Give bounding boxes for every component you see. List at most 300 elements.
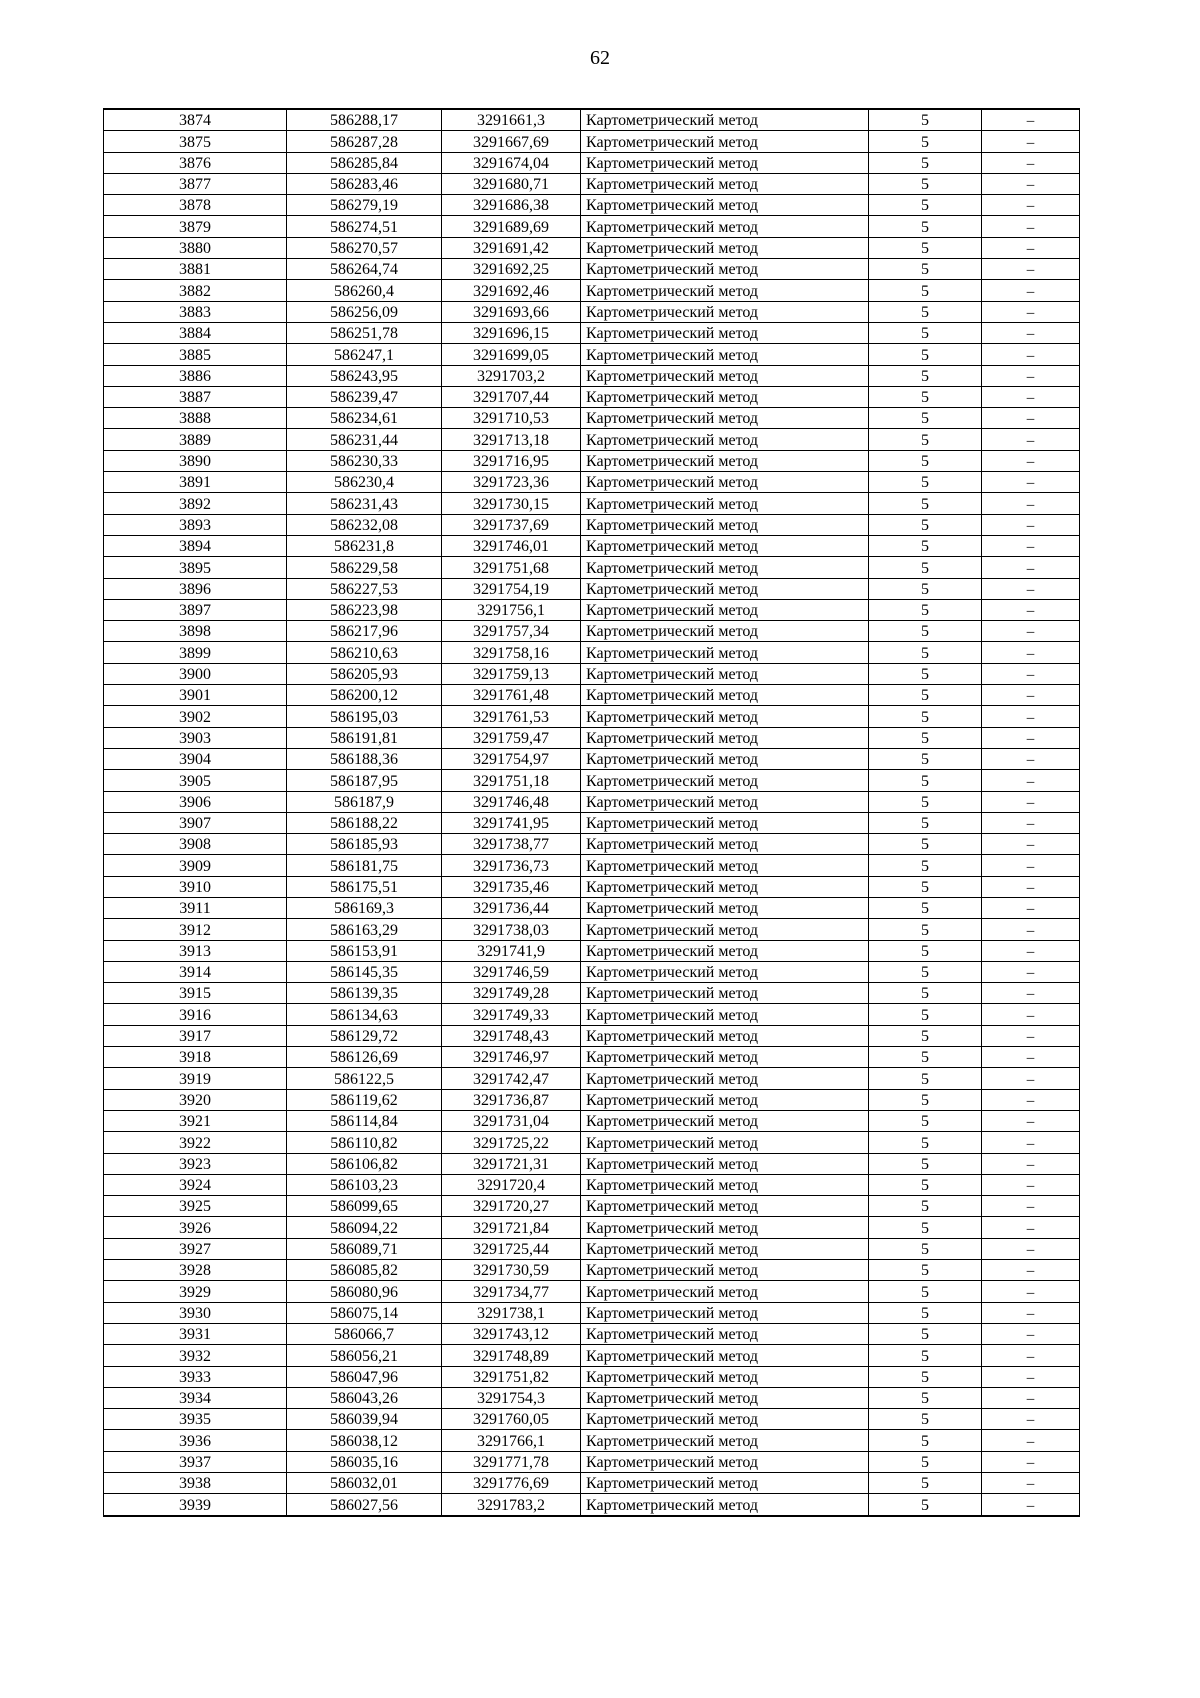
method-cell: Картометрический метод [581,131,869,152]
accuracy-cell: 5 [869,1047,982,1068]
accuracy-cell: 5 [869,1132,982,1153]
table-row [104,791,1080,812]
method-cell: Картометрический метод [581,429,869,450]
description-cell: – [982,578,1080,599]
x-coordinate-cell: 586032,01 [287,1473,442,1494]
method-cell: Картометрический метод [581,301,869,322]
method-cell: Картометрический метод [581,280,869,301]
y-coordinate-cell: 3291730,15 [442,493,581,514]
table-row [104,621,1080,642]
y-coordinate-cell: 3291766,1 [442,1430,581,1451]
table-row [104,919,1080,940]
x-coordinate-cell: 586114,84 [287,1110,442,1131]
accuracy-cell: 5 [869,791,982,812]
x-coordinate-cell: 586274,51 [287,216,442,237]
point-number-cell: 3888 [104,408,287,429]
y-coordinate-cell: 3291754,3 [442,1387,581,1408]
point-number-cell: 3934 [104,1387,287,1408]
x-coordinate-cell: 586169,3 [287,897,442,918]
accuracy-cell: 5 [869,1473,982,1494]
method-cell: Картометрический метод [581,1089,869,1110]
table-row [104,557,1080,578]
method-cell: Картометрический метод [581,195,869,216]
x-coordinate-cell: 586195,03 [287,706,442,727]
point-number-cell: 3920 [104,1089,287,1110]
point-number-cell: 3898 [104,621,287,642]
description-cell: – [982,237,1080,258]
table-row [104,195,1080,216]
x-coordinate-cell: 586188,36 [287,748,442,769]
method-cell: Картометрический метод [581,685,869,706]
point-number-cell: 3906 [104,791,287,812]
method-cell: Картометрический метод [581,1345,869,1366]
accuracy-cell: 5 [869,919,982,940]
x-coordinate-cell: 586231,43 [287,493,442,514]
table-row [104,876,1080,897]
point-number-cell: 3887 [104,386,287,407]
description-cell: – [982,791,1080,812]
table-row [104,1366,1080,1387]
accuracy-cell: 5 [869,663,982,684]
x-coordinate-cell: 586239,47 [287,386,442,407]
accuracy-cell: 5 [869,1345,982,1366]
description-cell: – [982,1409,1080,1430]
point-number-cell: 3902 [104,706,287,727]
x-coordinate-cell: 586205,93 [287,663,442,684]
description-cell: – [982,535,1080,556]
point-number-cell: 3933 [104,1366,287,1387]
y-coordinate-cell: 3291736,87 [442,1089,581,1110]
point-number-cell: 3924 [104,1174,287,1195]
x-coordinate-cell: 586217,96 [287,621,442,642]
y-coordinate-cell: 3291720,4 [442,1174,581,1195]
y-coordinate-cell: 3291710,53 [442,408,581,429]
method-cell: Картометрический метод [581,386,869,407]
x-coordinate-cell: 586181,75 [287,855,442,876]
accuracy-cell: 5 [869,748,982,769]
point-number-cell: 3883 [104,301,287,322]
method-cell: Картометрический метод [581,727,869,748]
description-cell: – [982,514,1080,535]
accuracy-cell: 5 [869,1430,982,1451]
method-cell: Картометрический метод [581,1409,869,1430]
method-cell: Картометрический метод [581,344,869,365]
accuracy-cell: 5 [869,472,982,493]
y-coordinate-cell: 3291731,04 [442,1110,581,1131]
accuracy-cell: 5 [869,408,982,429]
accuracy-cell: 5 [869,450,982,471]
method-cell: Картометрический метод [581,365,869,386]
description-cell: – [982,344,1080,365]
description-cell: – [982,386,1080,407]
x-coordinate-cell: 586230,4 [287,472,442,493]
point-number-cell: 3878 [104,195,287,216]
accuracy-cell: 5 [869,983,982,1004]
description-cell: – [982,450,1080,471]
point-number-cell: 3874 [104,109,287,131]
x-coordinate-cell: 586243,95 [287,365,442,386]
x-coordinate-cell: 586187,95 [287,770,442,791]
table-row [104,535,1080,556]
page-number: 62 [590,47,610,69]
table-row [104,1387,1080,1408]
y-coordinate-cell: 3291723,36 [442,472,581,493]
accuracy-cell: 5 [869,173,982,194]
y-coordinate-cell: 3291736,73 [442,855,581,876]
description-cell: – [982,983,1080,1004]
y-coordinate-cell: 3291689,69 [442,216,581,237]
accuracy-cell: 5 [869,1323,982,1344]
table-row [104,131,1080,152]
accuracy-cell: 5 [869,301,982,322]
accuracy-cell: 5 [869,1004,982,1025]
accuracy-cell: 5 [869,1387,982,1408]
accuracy-cell: 5 [869,1089,982,1110]
accuracy-cell: 5 [869,1302,982,1323]
x-coordinate-cell: 586283,46 [287,173,442,194]
x-coordinate-cell: 586106,82 [287,1153,442,1174]
x-coordinate-cell: 586187,9 [287,791,442,812]
point-number-cell: 3907 [104,812,287,833]
description-cell: – [982,472,1080,493]
x-coordinate-cell: 586230,33 [287,450,442,471]
method-cell: Картометрический метод [581,1153,869,1174]
point-number-cell: 3917 [104,1025,287,1046]
method-cell: Картометрический метод [581,791,869,812]
table-row [104,1281,1080,1302]
description-cell: – [982,706,1080,727]
y-coordinate-cell: 3291713,18 [442,429,581,450]
x-coordinate-cell: 586270,57 [287,237,442,258]
x-coordinate-cell: 586175,51 [287,876,442,897]
method-cell: Картометрический метод [581,173,869,194]
table-row [104,961,1080,982]
y-coordinate-cell: 3291692,25 [442,259,581,280]
accuracy-cell: 5 [869,812,982,833]
description-cell: – [982,1238,1080,1259]
point-number-cell: 3880 [104,237,287,258]
method-cell: Картометрический метод [581,1110,869,1131]
x-coordinate-cell: 586231,8 [287,535,442,556]
method-cell: Картометрический метод [581,408,869,429]
y-coordinate-cell: 3291693,66 [442,301,581,322]
point-number-cell: 3930 [104,1302,287,1323]
accuracy-cell: 5 [869,876,982,897]
accuracy-cell: 5 [869,855,982,876]
accuracy-cell: 5 [869,1260,982,1281]
y-coordinate-cell: 3291734,77 [442,1281,581,1302]
point-number-cell: 3896 [104,578,287,599]
method-cell: Картометрический метод [581,1430,869,1451]
point-number-cell: 3931 [104,1323,287,1344]
table-row [104,344,1080,365]
method-cell: Картометрический метод [581,812,869,833]
y-coordinate-cell: 3291674,04 [442,152,581,173]
point-number-cell: 3875 [104,131,287,152]
description-cell: – [982,685,1080,706]
y-coordinate-cell: 3291748,43 [442,1025,581,1046]
y-coordinate-cell: 3291760,05 [442,1409,581,1430]
y-coordinate-cell: 3291730,59 [442,1260,581,1281]
method-cell: Картометрический метод [581,940,869,961]
y-coordinate-cell: 3291756,1 [442,599,581,620]
method-cell: Картометрический метод [581,706,869,727]
accuracy-cell: 5 [869,386,982,407]
coordinates-table [103,108,1080,1517]
accuracy-cell: 5 [869,1217,982,1238]
description-cell: – [982,663,1080,684]
method-cell: Картометрический метод [581,1494,869,1516]
table-row [104,237,1080,258]
table-row [104,1430,1080,1451]
point-number-cell: 3904 [104,748,287,769]
method-cell: Картометрический метод [581,748,869,769]
x-coordinate-cell: 586075,14 [287,1302,442,1323]
accuracy-cell: 5 [869,514,982,535]
x-coordinate-cell: 586247,1 [287,344,442,365]
point-number-cell: 3901 [104,685,287,706]
description-cell: – [982,1451,1080,1472]
table-row [104,1004,1080,1025]
table-row [104,727,1080,748]
x-coordinate-cell: 586279,19 [287,195,442,216]
description-cell: – [982,748,1080,769]
accuracy-cell: 5 [869,1153,982,1174]
description-cell: – [982,919,1080,940]
x-coordinate-cell: 586145,35 [287,961,442,982]
point-number-cell: 3905 [104,770,287,791]
x-coordinate-cell: 586119,62 [287,1089,442,1110]
y-coordinate-cell: 3291749,28 [442,983,581,1004]
point-number-cell: 3919 [104,1068,287,1089]
y-coordinate-cell: 3291742,47 [442,1068,581,1089]
table-row [104,663,1080,684]
description-cell: – [982,152,1080,173]
accuracy-cell: 5 [869,1174,982,1195]
method-cell: Картометрический метод [581,1366,869,1387]
accuracy-cell: 5 [869,727,982,748]
method-cell: Картометрический метод [581,1196,869,1217]
accuracy-cell: 5 [869,642,982,663]
table-row [104,1110,1080,1131]
method-cell: Картометрический метод [581,1451,869,1472]
table-row [104,1409,1080,1430]
y-coordinate-cell: 3291759,13 [442,663,581,684]
accuracy-cell: 5 [869,1409,982,1430]
accuracy-cell: 5 [869,259,982,280]
table-row [104,940,1080,961]
y-coordinate-cell: 3291720,27 [442,1196,581,1217]
table-row [104,1196,1080,1217]
method-cell: Картометрический метод [581,1068,869,1089]
table-row [104,1473,1080,1494]
description-cell: – [982,1260,1080,1281]
accuracy-cell: 5 [869,599,982,620]
table-row [104,1345,1080,1366]
method-cell: Картометрический метод [581,535,869,556]
method-cell: Картометрический метод [581,1174,869,1195]
table-row [104,386,1080,407]
x-coordinate-cell: 586129,72 [287,1025,442,1046]
accuracy-cell: 5 [869,1494,982,1516]
accuracy-cell: 5 [869,1110,982,1131]
description-cell: – [982,1345,1080,1366]
point-number-cell: 3939 [104,1494,287,1516]
description-cell: – [982,1302,1080,1323]
point-number-cell: 3914 [104,961,287,982]
description-cell: – [982,1068,1080,1089]
point-number-cell: 3915 [104,983,287,1004]
table-row [104,493,1080,514]
y-coordinate-cell: 3291721,31 [442,1153,581,1174]
x-coordinate-cell: 586188,22 [287,812,442,833]
y-coordinate-cell: 3291680,71 [442,173,581,194]
point-number-cell: 3893 [104,514,287,535]
table-row [104,1217,1080,1238]
method-cell: Картометрический метод [581,237,869,258]
point-number-cell: 3921 [104,1110,287,1131]
y-coordinate-cell: 3291716,95 [442,450,581,471]
description-cell: – [982,1494,1080,1516]
accuracy-cell: 5 [869,535,982,556]
method-cell: Картометрический метод [581,663,869,684]
accuracy-cell: 5 [869,940,982,961]
accuracy-cell: 5 [869,1068,982,1089]
table-row [104,301,1080,322]
x-coordinate-cell: 586223,98 [287,599,442,620]
point-number-cell: 3923 [104,1153,287,1174]
x-coordinate-cell: 586200,12 [287,685,442,706]
y-coordinate-cell: 3291725,22 [442,1132,581,1153]
table-row [104,1323,1080,1344]
description-cell: – [982,301,1080,322]
accuracy-cell: 5 [869,770,982,791]
method-cell: Картометрический метод [581,919,869,940]
description-cell: – [982,834,1080,855]
method-cell: Картометрический метод [581,1217,869,1238]
point-number-cell: 3897 [104,599,287,620]
method-cell: Картометрический метод [581,855,869,876]
point-number-cell: 3884 [104,322,287,343]
y-coordinate-cell: 3291736,44 [442,897,581,918]
table-row [104,983,1080,1004]
table-row [104,706,1080,727]
description-cell: – [982,322,1080,343]
accuracy-cell: 5 [869,834,982,855]
method-cell: Картометрический метод [581,493,869,514]
table-row [104,173,1080,194]
description-cell: – [982,1217,1080,1238]
table-row [104,1068,1080,1089]
description-cell: – [982,1387,1080,1408]
table-body [104,109,1080,1516]
table-row [104,834,1080,855]
y-coordinate-cell: 3291686,38 [442,195,581,216]
accuracy-cell: 5 [869,237,982,258]
point-number-cell: 3909 [104,855,287,876]
x-coordinate-cell: 586227,53 [287,578,442,599]
description-cell: – [982,1196,1080,1217]
method-cell: Картометрический метод [581,152,869,173]
method-cell: Картометрический метод [581,472,869,493]
table-row [104,1238,1080,1259]
x-coordinate-cell: 586285,84 [287,152,442,173]
x-coordinate-cell: 586039,94 [287,1409,442,1430]
description-cell: – [982,961,1080,982]
point-number-cell: 3935 [104,1409,287,1430]
x-coordinate-cell: 586288,17 [287,109,442,131]
x-coordinate-cell: 586066,7 [287,1323,442,1344]
description-cell: – [982,1430,1080,1451]
y-coordinate-cell: 3291738,1 [442,1302,581,1323]
accuracy-cell: 5 [869,1238,982,1259]
table-row [104,280,1080,301]
table-row [104,1494,1080,1516]
table-row [104,365,1080,386]
table-row [104,642,1080,663]
y-coordinate-cell: 3291746,48 [442,791,581,812]
point-number-cell: 3938 [104,1473,287,1494]
x-coordinate-cell: 586047,96 [287,1366,442,1387]
description-cell: – [982,1025,1080,1046]
method-cell: Картометрический метод [581,642,869,663]
accuracy-cell: 5 [869,578,982,599]
point-number-cell: 3936 [104,1430,287,1451]
description-cell: – [982,621,1080,642]
y-coordinate-cell: 3291692,46 [442,280,581,301]
x-coordinate-cell: 586191,81 [287,727,442,748]
y-coordinate-cell: 3291771,78 [442,1451,581,1472]
y-coordinate-cell: 3291749,33 [442,1004,581,1025]
point-number-cell: 3908 [104,834,287,855]
y-coordinate-cell: 3291757,34 [442,621,581,642]
table-row [104,216,1080,237]
point-number-cell: 3891 [104,472,287,493]
y-coordinate-cell: 3291703,2 [442,365,581,386]
method-cell: Картометрический метод [581,961,869,982]
description-cell: – [982,812,1080,833]
y-coordinate-cell: 3291783,2 [442,1494,581,1516]
accuracy-cell: 5 [869,493,982,514]
x-coordinate-cell: 586185,93 [287,834,442,855]
description-cell: – [982,109,1080,131]
method-cell: Картометрический метод [581,897,869,918]
table-row [104,1302,1080,1323]
method-cell: Картометрический метод [581,983,869,1004]
description-cell: – [982,1323,1080,1344]
description-cell: – [982,770,1080,791]
point-number-cell: 3892 [104,493,287,514]
description-cell: – [982,855,1080,876]
method-cell: Картометрический метод [581,876,869,897]
y-coordinate-cell: 3291737,69 [442,514,581,535]
point-number-cell: 3890 [104,450,287,471]
description-cell: – [982,1132,1080,1153]
method-cell: Картометрический метод [581,770,869,791]
accuracy-cell: 5 [869,429,982,450]
y-coordinate-cell: 3291761,53 [442,706,581,727]
accuracy-cell: 5 [869,621,982,642]
point-number-cell: 3900 [104,663,287,684]
table-row [104,109,1080,131]
table-row [104,450,1080,471]
x-coordinate-cell: 586231,44 [287,429,442,450]
method-cell: Картометрический метод [581,322,869,343]
point-number-cell: 3932 [104,1345,287,1366]
x-coordinate-cell: 586153,91 [287,940,442,961]
description-cell: – [982,940,1080,961]
x-coordinate-cell: 586229,58 [287,557,442,578]
